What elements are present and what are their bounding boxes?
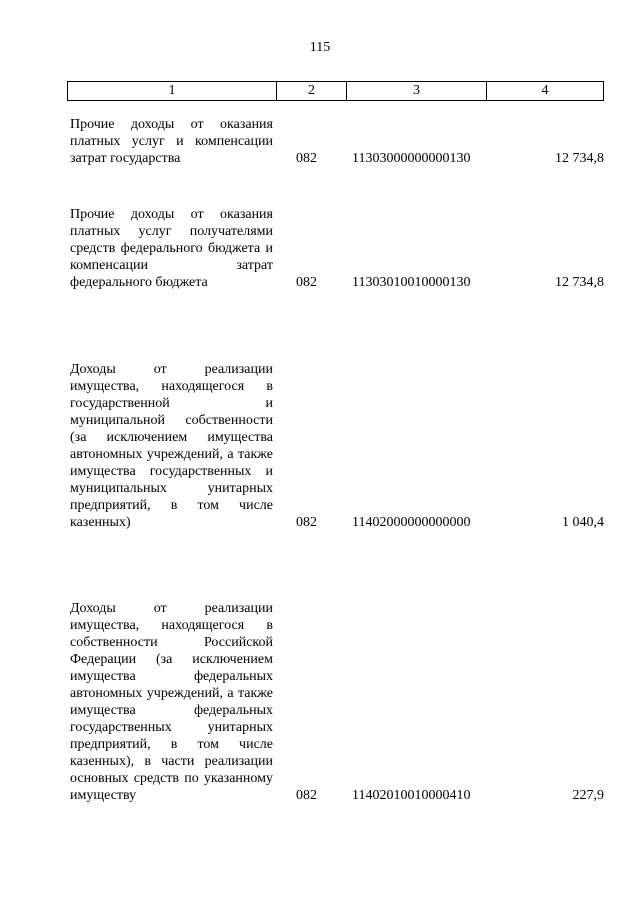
- row-amount: 12 734,8: [555, 151, 604, 166]
- row-description: Прочие доходы от оказания платных услуг получателями средств федерального бюджета и компенсации затрат федерального бюджета: [70, 207, 273, 290]
- header-col-4: 4: [541, 83, 549, 98]
- table-header: [67, 81, 604, 101]
- row-amount: 1 040,4: [562, 515, 604, 530]
- row-budget-code: 11402000000000000: [352, 515, 471, 530]
- row-budget-code: 11402010010000410: [352, 788, 471, 803]
- table-row: [67, 200, 604, 291]
- page-number: 115: [309, 40, 331, 55]
- header-col-3: 3: [347, 82, 487, 100]
- row-description: Доходы от реализации имущества, находящегося в собственности Российской Федерации (за исключением имущества федеральных автономных учреждений, а также имущества федеральных государственных унитарных предприятий, в том числе казенных), в части реализации основных средств по указанному имуществу: [70, 601, 273, 803]
- row-description: Доходы от реализации имущества, находящегося в государственной и муниципальной собственности (за исключением имущества автономных учреждений, а также имущества государственных и муниципальных унитарных предприятий, в том числе казенных): [70, 362, 273, 530]
- header-col-1: 1: [68, 82, 277, 100]
- row-budget-code: 11303010010000130: [352, 275, 471, 290]
- table-row: [67, 340, 604, 531]
- row-admin-code: 082: [296, 151, 317, 166]
- table-row: [67, 592, 604, 804]
- row-admin-code: 082: [296, 788, 317, 803]
- row-description: Прочие доходы от оказания платных услуг и компенсации затрат государства: [70, 117, 273, 166]
- row-admin-code: 082: [296, 515, 317, 530]
- row-budget-code: 11303000000000130: [352, 151, 471, 166]
- row-amount: 12 734,8: [555, 275, 604, 290]
- header-col-2: 2: [277, 82, 347, 100]
- row-amount: 227,9: [572, 788, 604, 803]
- row-admin-code: 082: [296, 275, 317, 290]
- table-row: [67, 110, 604, 167]
